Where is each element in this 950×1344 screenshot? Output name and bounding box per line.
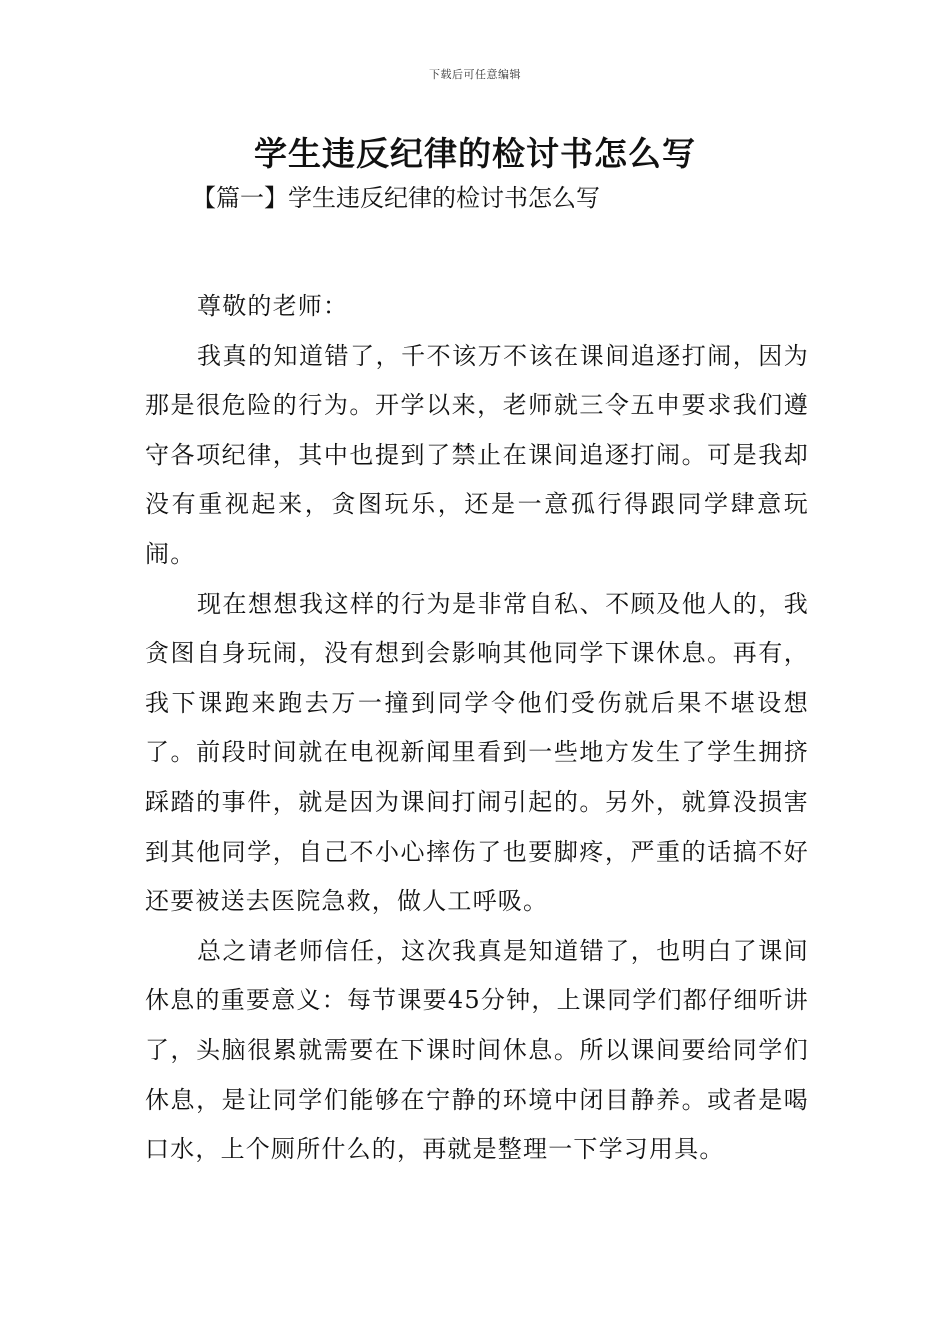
section-title: 【篇一】学生违反纪律的检讨书怎么写 xyxy=(192,184,600,212)
document-title: 学生违反纪律的检讨书怎么写 xyxy=(254,134,696,173)
salutation: 尊敬的老师： xyxy=(197,292,349,320)
document-body xyxy=(145,282,809,1175)
paragraph: 总之请老师信任，这次我真是知道错了，也明白了课间休息的重要意义：每节课要45分钟，上课同学们都仔细听讲了，头脑很累就需要在下课时间休息。所以课间要给同学们休息，是让同学们能够在宁静的环境中闭目静养。或者是喝口水，上个厕所什么的，再就是整理一下学习用具。 xyxy=(145,936,809,1164)
paragraph: 我真的知道错了，千不该万不该在课间追逐打闹，因为那是很危险的行为。开学以来，老师就三令五申要求我们遵守各项纪律，其中也提到了禁止在课间追逐打闹。可是我却没有重视起来，贪图玩乐，还是一意孤行得跟同学肆意玩闹。 xyxy=(145,341,809,568)
paragraph: 现在想想我这样的行为是非常自私、不顾及他人的，我贪图自身玩闹，没有想到会影响其他同学下课休息。再有，我下课跑来跑去万一撞到同学令他们受伤就后果不堪设想了。前段时间就在电视新闻里看到一些地方发生了学生拥挤踩踏的事件，就是因为课间打闹引起的。另外，就算没损害到其他同学，自己不小心摔伤了也要脚疼，严重的话搞不好还要被送去医院急救，做人工呼吸。 xyxy=(145,589,809,916)
header-note: 下载后可任意编辑 xyxy=(429,68,521,81)
